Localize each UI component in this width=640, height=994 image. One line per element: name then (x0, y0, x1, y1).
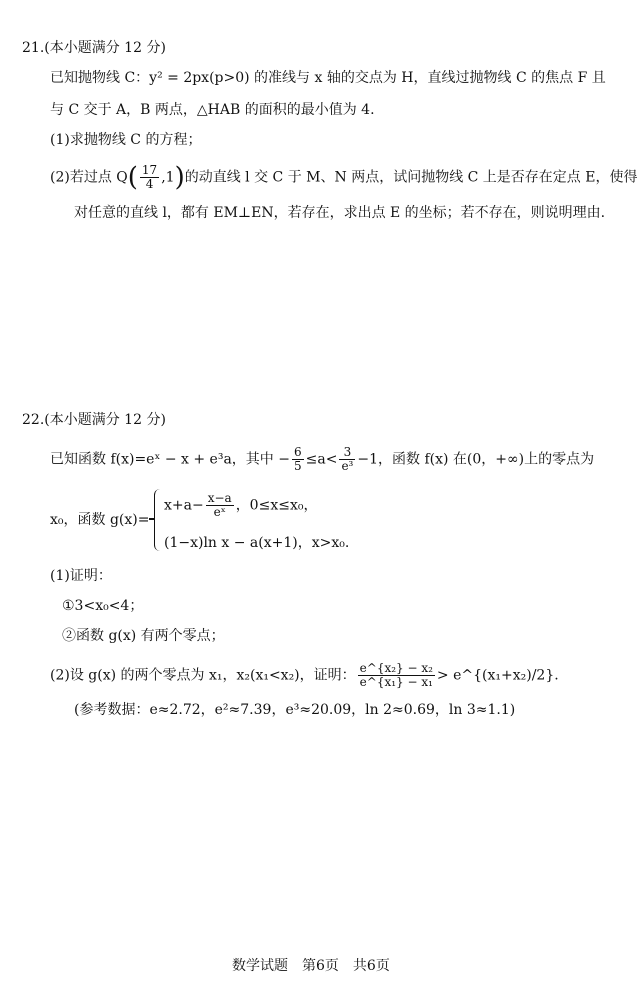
g-case1 (164, 492, 317, 519)
q21-part2-line1 (50, 164, 637, 191)
g-case1-fraction (206, 492, 234, 519)
q22-stem-mid: ≤a< (305, 451, 338, 468)
q22-stem-suffix: −1，函数 f(x) 在(0，+∞)上的零点为 (357, 451, 595, 468)
q21-part2-line2: 对任意的直线 l，都有 EM⊥EN，若存在，求出点 E 的坐标；若不存在，则说明理由. (74, 205, 606, 221)
q-point-fraction (140, 164, 159, 191)
q-point-y: ,1 (161, 169, 175, 186)
left-paren: ( (127, 162, 138, 193)
q-point-fraction-numerator: 17 (141, 163, 158, 177)
bound-upper-numerator: 3 (339, 446, 355, 460)
q22-part2-prefix: (2)设 g(x) 的两个零点为 x₁，x₂(x₁<x₂)，证明： (50, 667, 356, 684)
g-case1-denominator: eˣ (213, 505, 226, 519)
q21-part2-prefix: (2)若过点 Q (50, 169, 128, 186)
piecewise-brace (154, 489, 163, 551)
q22-stem-prefix: 已知函数 f(x)=eˣ − x + e³a，其中 − (50, 451, 290, 468)
q21-part1: (1)求抛物线 C 的方程； (50, 132, 202, 148)
bound-upper-denominator: e³ (341, 459, 354, 473)
bound-lower-numerator: 6 (293, 445, 302, 459)
q22-part1-a: ①3<x₀<4； (62, 598, 144, 614)
q22-part2-numerator: e^{x₂} − x₂ (359, 661, 433, 675)
q22-part1-b: ②函数 g(x) 有两个零点； (62, 628, 225, 644)
q22-part2 (50, 662, 559, 689)
g-definition-prefix: x₀，函数 g(x)= (50, 512, 150, 528)
g-case1-suffix: ，0≤x≤x₀， (235, 497, 318, 514)
g-case1-numerator: x−a (207, 491, 232, 505)
bound-fraction-upper (339, 446, 355, 473)
q21-header: 21.(本小题满分 12 分) (22, 40, 166, 56)
q-point-fraction-denominator: 4 (145, 177, 154, 191)
q21-part2-suffix: 的动直线 l 交 C 于 M、N 两点，试问抛物线 C 上是否存在定点 E，使得 (184, 169, 638, 186)
q21-stem-line2: 与 C 交于 A，B 两点，△HAB 的面积的最小值为 4. (50, 102, 375, 118)
q22-part2-suffix: > e^{(x₁+x₂)/2}. (436, 667, 559, 684)
page-footer: 数学试题 第6页 共6页 (232, 958, 390, 974)
q22-part1: (1)证明： (50, 568, 112, 584)
g-case2: (1−x)ln x − a(x+1)，x>x₀. (164, 535, 350, 551)
q22-part2-fraction (358, 662, 435, 689)
g-case1-prefix: x+a− (164, 497, 204, 514)
q21-stem-line1: 已知抛物线 C：y² = 2px(p>0) 的准线与 x 轴的交点为 H，直线过抛物线 C 的焦点 F 且 (50, 70, 606, 86)
q22-header: 22.(本小题满分 12 分) (22, 412, 166, 428)
bound-lower-denominator: 5 (293, 459, 302, 473)
reference-data: (参考数据：e≈2.72，e²≈7.39，e³≈20.09，ln 2≈0.69，ln 3≈1.1) (74, 702, 516, 718)
q22-part2-denominator: e^{x₁} − x₁ (359, 675, 433, 689)
right-paren: ) (174, 162, 185, 193)
q22-stem (50, 446, 594, 473)
bound-fraction-lower (292, 446, 304, 473)
